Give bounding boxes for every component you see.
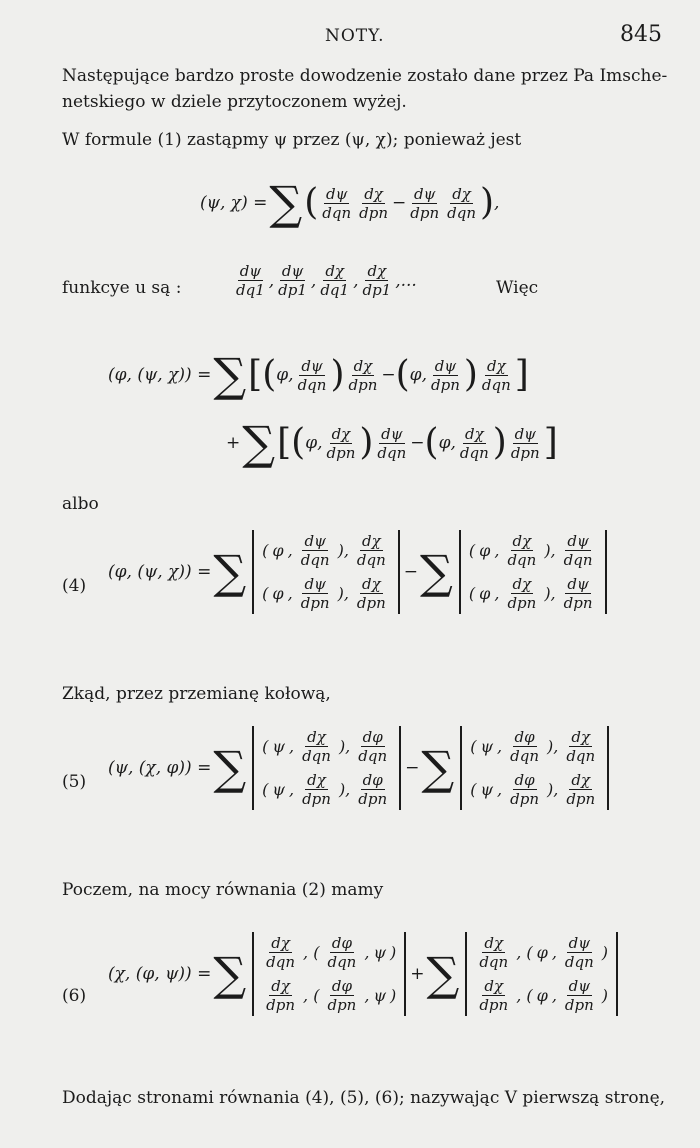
paragraph-2: W formule (1) zastąpmy ψ przez (ψ, χ); ponieważ jest	[62, 130, 522, 150]
running-title: NOTY.	[325, 26, 385, 46]
equation-poisson-bracket: (ψ, χ) = ∑ ( $\frac{d\psi}{\text{dqn}}$ $\frac{d\chi}{\text{dpn}}$ − $\frac{d\psi}{\text{dpn}}$ $\frac{d\chi}{\text{dqn}}$ ) ,	[200, 176, 500, 230]
page-header	[0, 22, 700, 52]
equation-expansion-1: (φ, (ψ, χ)) = ∑ [ ( φ , $\frac{d\psi}{\text{dqn}}$ ) $\frac{d\chi}{\text{dpn}}$ − ( φ , $\frac{d\psi}{\text{dpn}}$ ) $\frac{d\chi}{\text{dqn}}$ ]	[108, 348, 529, 402]
page-number: 845	[620, 22, 662, 47]
paragraph-zkad: Zkąd, przez przemianę kołową,	[62, 684, 331, 704]
paragraph-3-left: funkcye u są :	[62, 278, 182, 298]
equation-functions: $\frac{d\psi}{dq1}$ , $\frac{d\psi}{dp1}$ , $\frac{d\chi}{dq1}$ , $\frac{d\chi}{dp1}$ , ...	[236, 262, 417, 299]
paragraph-poczem: Poczem, na mocy równania (2) mamy	[62, 880, 384, 900]
equation-6: (χ, (φ, ψ)) = ∑ $\frac{d\chi}{\text{dqn}}$ , ( $\frac{d\varphi}{\text{dqn}}$ , ψ ) $\frac{d\chi}{\text{dpn}}$ , ( $\frac{d\varphi}{\text{dpn}}$ , ψ ) + ∑ $\frac{d\chi}{\text{dqn}}$ , ( φ , $\frac{d\psi}{\text{dqn}}$ ) $\frac{d\chi}{\text{dpn}}$ , ( φ , $\frac{d\psi}{\text{dpn}}$ )	[108, 932, 622, 1016]
equation-5-label: (5)	[62, 772, 87, 792]
paragraph-3-right: Więc	[496, 278, 539, 298]
paragraph-final: Dodając stronami równania (4), (5), (6); nazywając V pierwszą stronę,	[62, 1088, 666, 1108]
word-albo: albo	[62, 494, 99, 514]
paragraph-1-line-2: netskiego w dziele przytoczonem wyżej.	[62, 92, 407, 112]
equation-4-label: (4)	[62, 576, 87, 596]
equation-expansion-2: + ∑ [ ( φ , $\frac{d\chi}{\text{dpn}}$ ) $\frac{d\psi}{\text{dqn}}$ − ( φ , $\frac{d\chi}{\text{dqn}}$ ) $\frac{d\psi}{\text{dpn}}$ ]	[226, 416, 558, 470]
equation-4: (φ, (ψ, χ)) = ∑ ( φ , $\frac{d\psi}{\text{dqn}}$ ), $\frac{d\chi}{\text{dqn}}$ ( φ , $\frac{d\psi}{\text{dpn}}$ ), $\frac{d\chi}{\text{dpn}}$ − ∑ ( φ , $\frac{d\chi}{\text{dqn}}$ ), $\frac{d\psi}{\text{dqn}}$ ( φ , $\frac{d\chi}{\text{dpn}}$ ), $\frac{d\psi}{\text{dpn}}$	[108, 530, 611, 614]
equation-6-label: (6)	[62, 986, 87, 1006]
equation-5: (ψ, (χ, φ)) = ∑ ( ψ , $\frac{d\chi}{\text{dqn}}$ ), $\frac{d\varphi}{\text{dqn}}$ ( ψ , $\frac{d\chi}{\text{dpn}}$ ), $\frac{d\varphi}{\text{dpn}}$ − ∑ ( ψ , $\frac{d\varphi}{\text{dqn}}$ ), $\frac{d\chi}{\text{dqn}}$ ( ψ , $\frac{d\varphi}{\text{dpn}}$ ), $\frac{d\chi}{\text{dpn}}$	[108, 726, 613, 810]
paragraph-1-line-1: Następujące bardzo proste dowodzenie zostało dane przez Pa Imsche-	[62, 66, 668, 86]
